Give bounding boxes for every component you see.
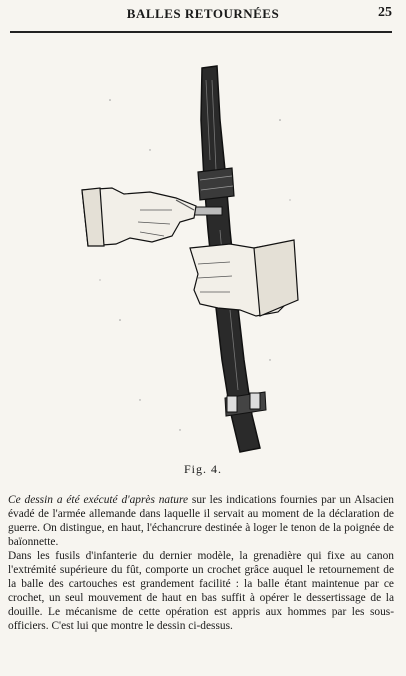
page-number: 25 (378, 5, 392, 20)
left-hand (82, 188, 196, 246)
paragraph-1-italic: Ce dessin a été exécuté d'après nature (8, 494, 189, 506)
body-text (8, 493, 394, 633)
paragraph-2: Dans les fusils d'infanterie du dernier modèle, la grenadière qui fixe au canon l'extrémité supérieure du fût, comporte un crochet grâce auquel le retournement de la balle des cartouches est grandement facilité : la balle étant maintenue par ce crochet, un seul mouvement de haut en bas suffit à opérer le dessertissage de la douille. Le mécanisme de cette opération est appris aux hommes par les sous-officiers. C'est lui que montre le dessin ci-dessus. (8, 550, 394, 632)
paragraph-1 (8, 493, 394, 549)
paragraph-1-rest: sur les indications fournies par un Alsacien évadé de l'armée allemande dans laquelle il servait au moment de la déclaration de guerre. On distingue, en haut, l'échancrure destinée à loger le tenon de la poignée de baïonnette. (8, 494, 394, 548)
rifle-illustration (80, 60, 310, 455)
right-hand (190, 240, 298, 316)
figure-caption: Fig. 4. (183, 462, 222, 476)
page-header (10, 4, 396, 28)
header-rule (10, 31, 392, 33)
running-title: BALLES RETOURNÉES (126, 6, 280, 21)
